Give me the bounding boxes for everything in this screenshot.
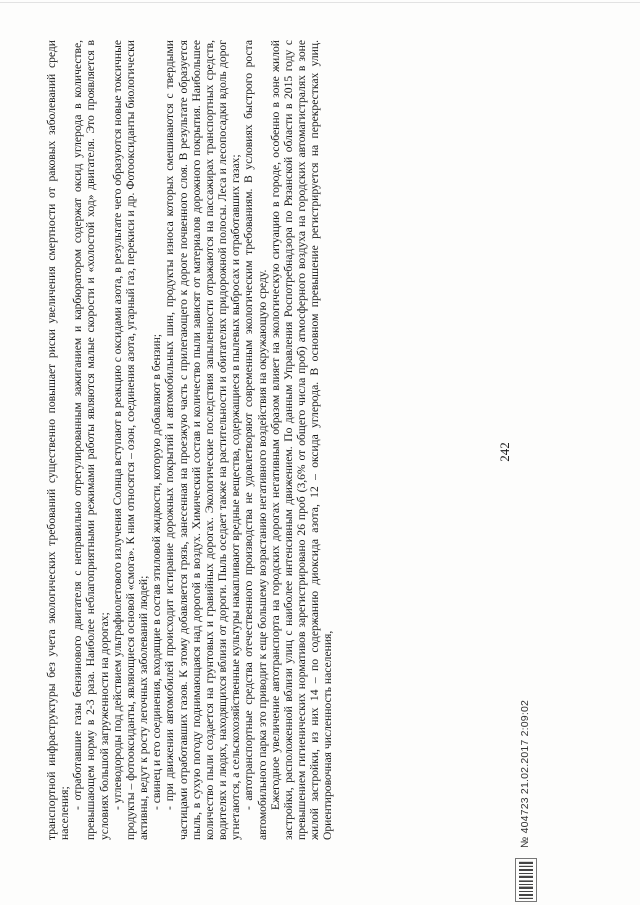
page-number: 242 <box>497 442 512 462</box>
paragraph-intro: транспортной инфраструктуры без учета экологических требований существенно повышает риски увеличения смертности от раковых заболеваний среди населения; <box>45 40 72 840</box>
paragraph-vehicles: - автотранспортные средства отечественного производства не удовлетворяют современным экологическим требованиям. В условиях быстрого роста автомобильного парка это приводит к еще большему возрастанию негативного воздействия на окружающую среду. <box>242 40 269 840</box>
rotated-text-block <box>45 40 565 848</box>
paragraph-hydrocarbons: - углеводороды под действием ультрафиолетового излучения Солнца вступают в реакцию с оксидами азота, в результате чего образуются новые токсичные продукты – фотооксиданты, являющиеся основой «смога». К ним относятся – озон, соединения азота, угарный газ, перекиси и др. Фотооксиданты биологически активны, ведут к росту легочных заболеваний людей; <box>110 40 151 840</box>
scan-edge-line <box>0 2 640 3</box>
paragraph-lead: - свинец и его соединения, входящие в состав этиловой жидкости, которую добавляют в бензин; <box>150 333 164 810</box>
paragraph-exhaust-gases: - отработавшие газы бензинового двигателя с неправильно отрегулированным зажиганием и карбюратором содержат оксид углерода в количестве, превышающем норму в 2-3 раза. Наиболее неблагоприятными режимами работы являются малые скорости и «холостой ход» двигателя. Это проявляется в условиях большой загруженности на дорогах; <box>71 40 111 840</box>
paragraph-dust: - при движении автомобилей происходит истирание дорожных покрытий и автомобильных шин, продукты износа которых смешиваются с твердыми частицами отработавших газов. К этому добавляется грязь, занесенная на проезжую часть с прилегающего к дороге почвенного слоя. В результате образуется пыль, в сухую погоду поднимающаяся над дорогой в воздух. Химический состав и количество пыли зависят от материалов дорожного покрытия. Наибольшее количество пыли создается на грунтовых и гравийных дорогах. Экологические последствия запыленности отражаются на пассажирах транспортных средств, водителях и людях, находящихся вблизи от дороги. Пыль оседает также на растительности и обитателях придорожной полосы. Леса и лесопосадки вдоль дорог угнетаются, а сельскохозяйственные культуры накапливают вредные вещества, содержащиеся в пылевых выбросах и отработавших газах; <box>163 40 243 840</box>
body-text <box>45 40 334 840</box>
paragraph-annual-increase: Ежегодное увеличение автотранспорта на городских дорогах негативным образом влияет на экологическую ситуацию в городе, особенно в зоне жилой застройки, расположенной вблизи улиц с наиболее интенсивным движением. По данным Управления Роспотребнадзора по Рязанской области в 2015 году с превышением гигиенических нормативов зарегистрировано 26 проб (3,6% от общего числа проб) атмосферного воздуха на городских автомагистралях в зоне жилой застройки, из них 14 – по содержанию диоксида азота, 12 – оксида углерода. В основном превышение регистрируется на перекрестках улиц. Ориентировочная численность населения, <box>268 40 335 840</box>
barcode-stamp-icon <box>515 858 537 902</box>
document-number: № 404723 21.02.2017 2:09:02 <box>519 699 531 848</box>
